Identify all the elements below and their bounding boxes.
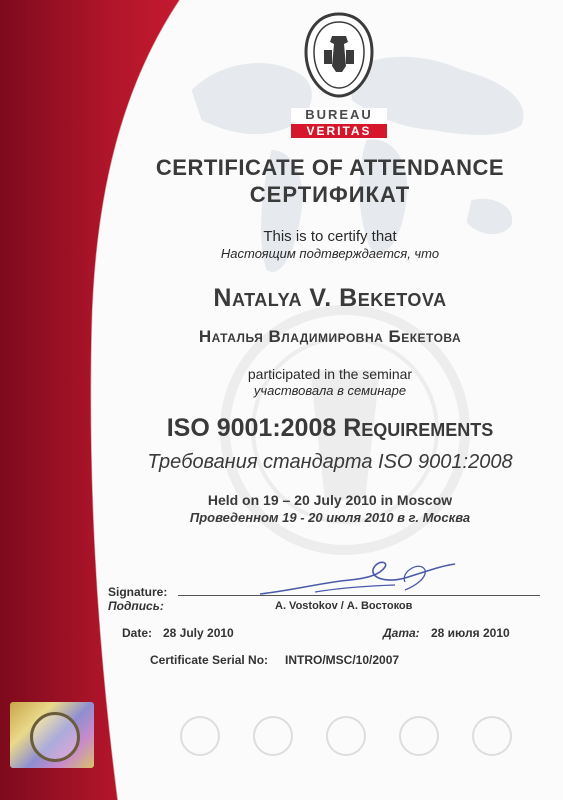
bureau-veritas-seal-icon — [304, 12, 374, 98]
health-icon — [253, 716, 293, 756]
course-title-ru: Требования стандарта ISO 9001:2008 — [147, 451, 513, 473]
bureau-veritas-logo — [291, 12, 387, 136]
handwritten-signature — [255, 552, 460, 602]
certificate-title-en: CERTIFICATE OF ATTENDANCE — [155, 155, 505, 180]
certify-text-en: This is to certify that — [263, 228, 397, 245]
certify-text-ru: Настоящим подтверждается, что — [220, 246, 440, 261]
safety-icon — [326, 716, 366, 756]
social-responsibility-icon — [472, 716, 512, 756]
logo-text-bureau: BUREAU — [291, 108, 387, 122]
held-details-ru: Проведенном 19 - 20 июля 2010 в г. Москва — [189, 510, 471, 525]
held-details-en: Held on 19 – 20 July 2010 in Moscow — [207, 492, 453, 508]
recipient-name-ru: Наталья Владимировна Бекетова — [198, 327, 462, 346]
logo-text-veritas: VERITAS — [291, 124, 387, 138]
date-label-ru: Дата: — [383, 626, 420, 640]
hologram-lens-icon — [30, 712, 80, 762]
participated-text-en: participated in the seminar — [247, 366, 413, 382]
participated-text-ru: участвовала в семинаре — [253, 383, 407, 398]
date-value-en: 28 July 2010 — [163, 626, 234, 640]
course-title-en: ISO 9001:2008 Requirements — [166, 414, 494, 442]
hologram-sticker — [10, 702, 94, 768]
signer-name: A. Vostokov / А. Востоков — [275, 600, 413, 612]
environment-icon — [399, 716, 439, 756]
quality-icon — [180, 716, 220, 756]
footer-icons-watermark — [168, 716, 538, 776]
serial-number: INTRO/MSC/10/2007 — [285, 653, 400, 667]
serial-label: Certificate Serial No: — [150, 653, 269, 667]
signature-label-ru: Подпись: — [108, 599, 164, 613]
certificate-title-ru: СЕРТИФИКАТ — [249, 182, 411, 207]
date-value-ru: 28 июля 2010 — [431, 626, 510, 640]
signature-label-en: Signature: — [108, 585, 168, 599]
date-label-en: Date: — [122, 626, 153, 640]
recipient-name-en: Natalya V. Beketova — [213, 284, 447, 312]
